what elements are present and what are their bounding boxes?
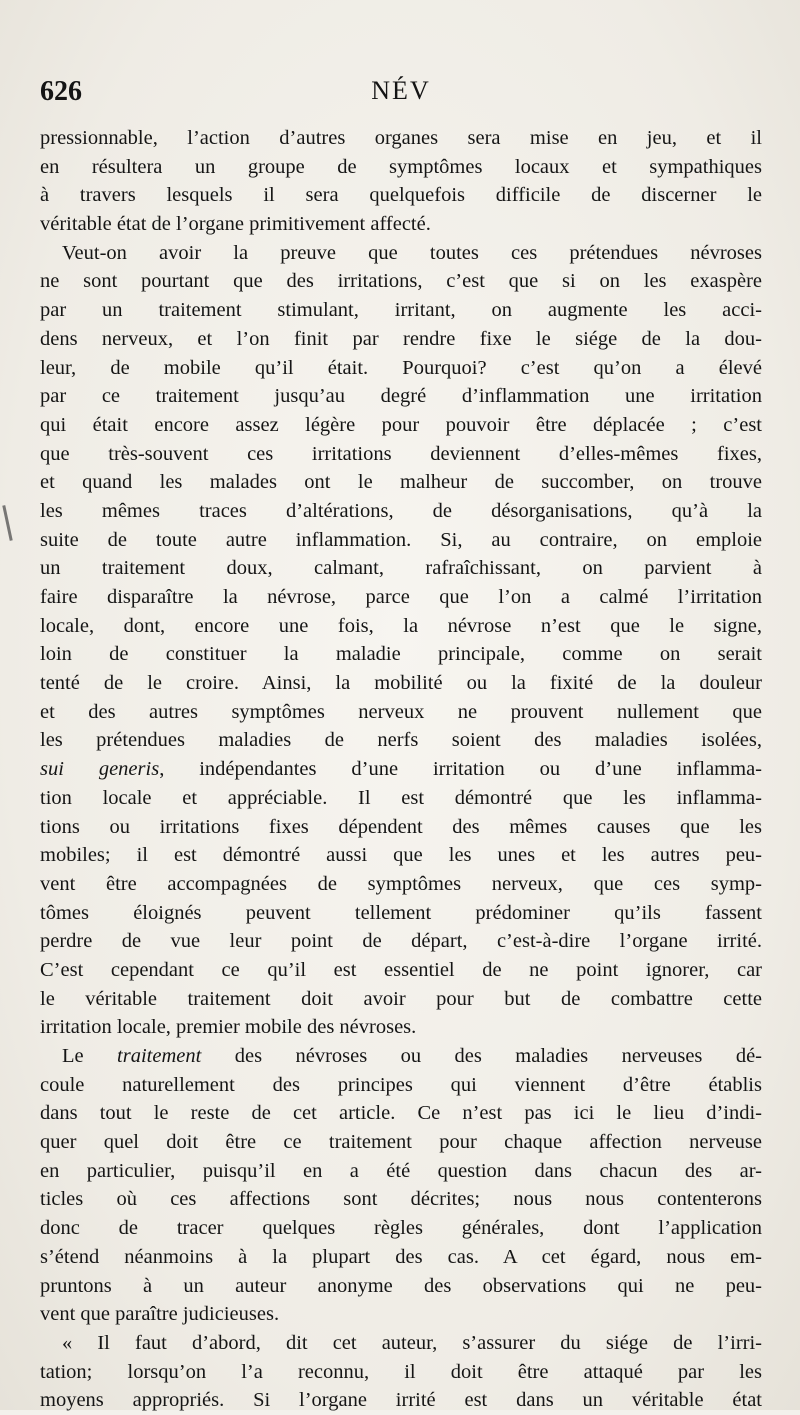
- text-line: vent que paraître judicieuses.: [40, 1303, 280, 1326]
- text-line: irritation locale, premier mobile des névroses.: [40, 1016, 417, 1039]
- page-header: [40, 76, 762, 112]
- text-span: Le: [62, 1045, 118, 1067]
- text-line: et quand les malades ont le malheur de succomber, on trouve: [40, 471, 762, 494]
- text-line: tenté de le croire. Ainsi, la mobilité ou la fixité de la douleur: [40, 672, 762, 695]
- text-line: mobiles; il est démontré aussi que les unes et les autres peu-: [40, 844, 762, 867]
- text-line: Veut-on avoir la preuve que toutes ces prétendues névroses: [62, 241, 762, 264]
- text-line: le véritable traitement doit avoir pour but de combattre cette: [40, 987, 762, 1010]
- text-line: C’est cependant ce qu’il est essentiel de ne point ignorer, car: [40, 958, 762, 981]
- text-line: perdre de vue leur point de départ, c’est-à-dire l’organe irrité.: [40, 930, 762, 953]
- margin-mark: [2, 505, 12, 541]
- text-line: coule naturellement des principes qui viennent d’être établis: [40, 1073, 762, 1096]
- body-text: [40, 124, 762, 1415]
- text-line: vent être accompagnées de symptômes nerveux, que ces symp-: [40, 872, 762, 895]
- text-line: en particulier, puisqu’il en a été question dans chacun des ar-: [40, 1159, 762, 1182]
- page-number: 626: [40, 76, 82, 107]
- text-line: quer quel doit être ce traitement pour chaque affection nerveuse: [40, 1131, 762, 1154]
- text-line: un traitement doux, calmant, rafraîchissant, on parvient à: [40, 557, 762, 580]
- text-line: par un traitement stimulant, irritant, on augmente les acci-: [40, 299, 762, 322]
- italic-phrase: traitement: [117, 1045, 202, 1067]
- text-line: pressionnable, l’action d’autres organes sera mise en jeu, et il: [40, 127, 762, 149]
- text-line: [40, 755, 762, 784]
- text-line: « Il faut d’abord, dit cet auteur, s’assurer du siége de l’irri-: [62, 1331, 762, 1354]
- text-line: [40, 1042, 762, 1071]
- text-line: moyens appropriés. Si l’organe irrité est dans un véritable état: [40, 1389, 762, 1412]
- text-line: tions ou irritations fixes dépendent des mêmes causes que les: [40, 815, 762, 838]
- text-line: en résultera un groupe de symptômes locaux et sympathiques: [40, 155, 762, 178]
- text-line: tion locale et appréciable. Il est démontré que les inflamma-: [40, 786, 762, 809]
- text-line: leur, de mobile qu’il était. Pourquoi? c’est qu’on a élevé: [40, 356, 762, 379]
- text-line: tômes éloignés peuvent tellement prédominer qu’ils fassent: [40, 901, 762, 924]
- text-line: s’étend néanmoins à la plupart des cas. A cet égard, nous em-: [40, 1245, 762, 1268]
- text-line: les prétendues maladies de nerfs soient des maladies isolées,: [40, 729, 762, 752]
- text-line: qui était encore assez légère pour pouvoir être déplacée ; c’est: [40, 413, 762, 436]
- text-line: et des autres symptômes nerveux ne prouvent nullement que: [40, 700, 762, 723]
- text-line: donc de tracer quelques règles générales, dont l’application: [40, 1217, 762, 1240]
- text-line: faire disparaître la névrose, parce que l’on a calmé l’irritation: [40, 586, 762, 608]
- text-line: pruntons à un auteur anonyme des observations qui ne peu-: [40, 1274, 762, 1297]
- text-line: dans tout le reste de cet article. Ce n’est pas ici le lieu d’indi-: [40, 1102, 762, 1125]
- text-line: locale, dont, encore une fois, la névrose n’est que le signe,: [40, 614, 762, 637]
- text-line: ticles où ces affections sont décrites; nous nous contenterons: [40, 1188, 762, 1211]
- text-line: suite de toute autre inflammation. Si, au contraire, on emploie: [40, 528, 762, 551]
- text-line: que très-souvent ces irritations deviennent d’elles-mêmes fixes,: [40, 442, 762, 465]
- italic-phrase: sui generis: [40, 758, 160, 781]
- text-line: à travers lesquels il sera quelquefois difficile de discerner le: [40, 184, 762, 207]
- text-line: par ce traitement jusqu’au degré d’inflammation une irritation: [40, 385, 762, 408]
- running-head: NÉV: [371, 76, 431, 105]
- text-span: des névroses ou des maladies nerveuses dé-: [201, 1045, 762, 1067]
- text-line: les mêmes traces d’altérations, de désorganisations, qu’à la: [40, 499, 762, 522]
- text-line: véritable état de l’organe primitivement affecté.: [40, 213, 431, 236]
- text-line: dens nerveux, et l’on finit par rendre fixe le siége de la dou-: [40, 327, 762, 350]
- text-span: , indépendantes d’une irritation ou d’une inflamma-: [159, 758, 762, 781]
- text-line: ne sont pourtant que des irritations, c’est que si on les exaspère: [40, 270, 762, 293]
- text-line: tation; lorsqu’on l’a reconnu, il doit être attaqué par les: [40, 1360, 762, 1383]
- text-line: loin de constituer la maladie principale, comme on serait: [40, 643, 762, 666]
